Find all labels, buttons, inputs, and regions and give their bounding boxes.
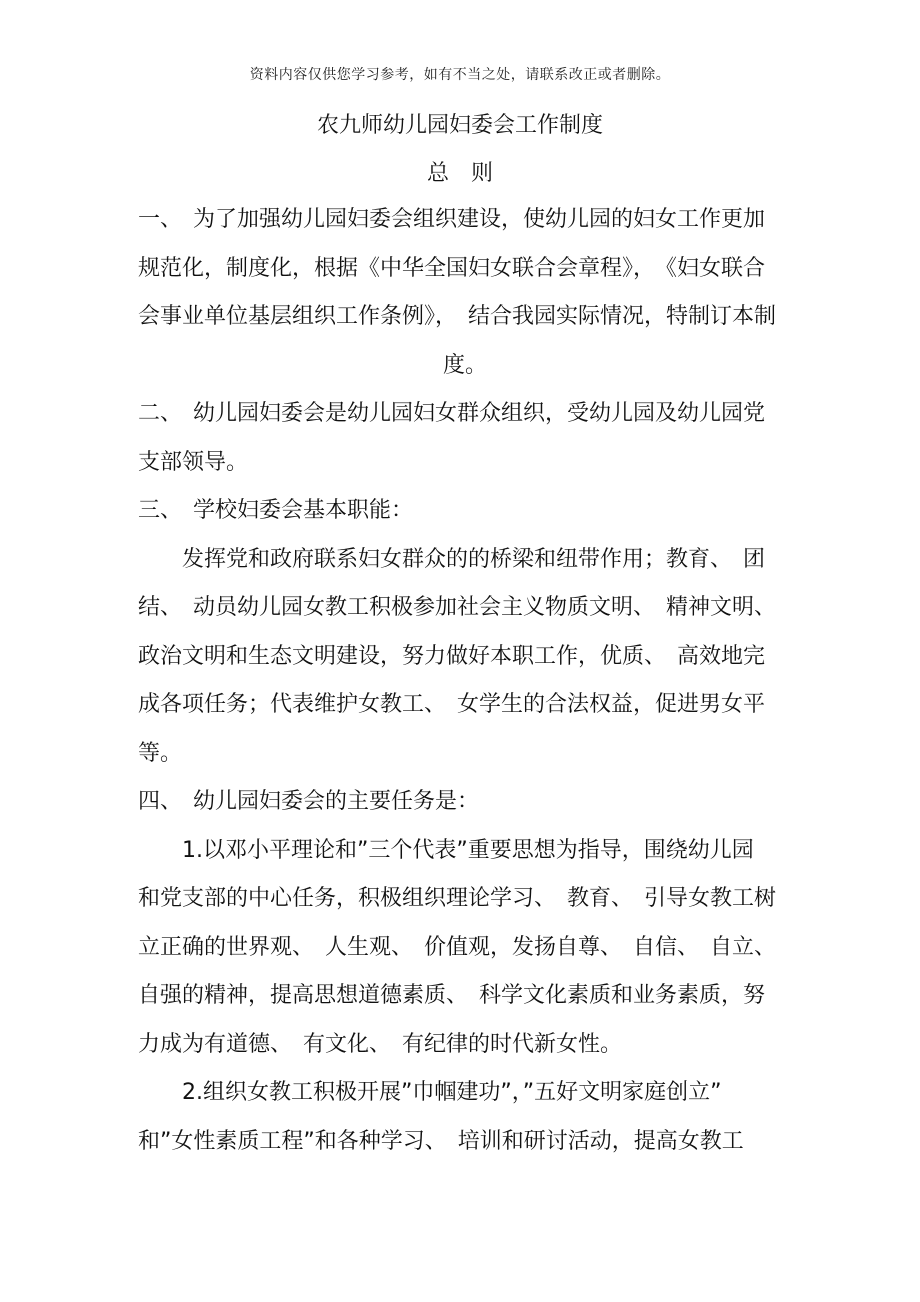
paragraph-line: 和”女性素质工程”和各种学习、 培训和研讨活动，提高女教工 [138,1128,744,1154]
paragraph-line: 力成为有道德、 有文化、 有纪律的时代新女性。 [138,1031,623,1057]
paragraph-line: 成各项任务；代表维护女教工、 女学生的合法权益，促进男女平 [138,692,766,717]
paragraph-line: 一、 为了加强幼儿园妇委会组织建设，使幼儿园的妇女工作更加 [138,207,766,232]
paragraph-line: 规范化，制度化，根据《中华全国妇女联合会章程》， 《妇女联合 [138,255,766,281]
paragraph-line: 立正确的世界观、 人生观、 价值观，发扬自尊、 自信、 自立、 [138,934,777,960]
paragraph-line: 2.组织女教工积极开展”巾帼建功”，”五好文明家庭创立” [138,1080,722,1105]
paragraph-line: 等。 [138,740,183,766]
paragraph-line: 结、 动员幼儿园女教工积极参加社会主义物质文明、 精神文明、 [138,595,777,620]
paragraph-line: 1.以邓小平理论和”三个代表”重要思想为指导，围绕幼儿园 [138,837,754,863]
section-heading: 总 则 [426,161,493,186]
paragraph-line: 和党支部的中心任务，积极组织理论学习、 教育、 引导女教工树 [138,886,777,911]
paragraph-line: 度。 [442,352,487,378]
paragraph-line: 发挥党和政府联系妇女群众的的桥梁和纽带作用；教育、 团 [138,546,766,572]
disclaimer-header: 资料内容仅供您学习参考，如有不当之处，请联系改正或者删除。 [249,67,671,83]
document-title: 农九师幼儿园妇委会工作制度 [316,113,603,138]
paragraph-line: 支部领导。 [138,449,249,475]
paragraph-line: 三、 学校妇委会基本职能： [138,498,414,523]
paragraph-line: 二、 幼儿园妇委会是幼儿园妇女群众组织，受幼儿园及幼儿园党 [138,401,766,426]
paragraph-line: 四、 幼儿园妇委会的主要任务是： [138,789,480,814]
paragraph-line: 会事业单位基层组织工作条例》， 结合我园实际情况，特制订本制 [138,304,777,329]
document-body [138,196,792,1166]
paragraph-line: 自强的精神，提高思想道德素质、 科学文化素质和业务素质，努 [138,983,766,1008]
paragraph-line: 政治文明和生态文明建设，努力做好本职工作，优质、 高效地完 [138,643,766,669]
